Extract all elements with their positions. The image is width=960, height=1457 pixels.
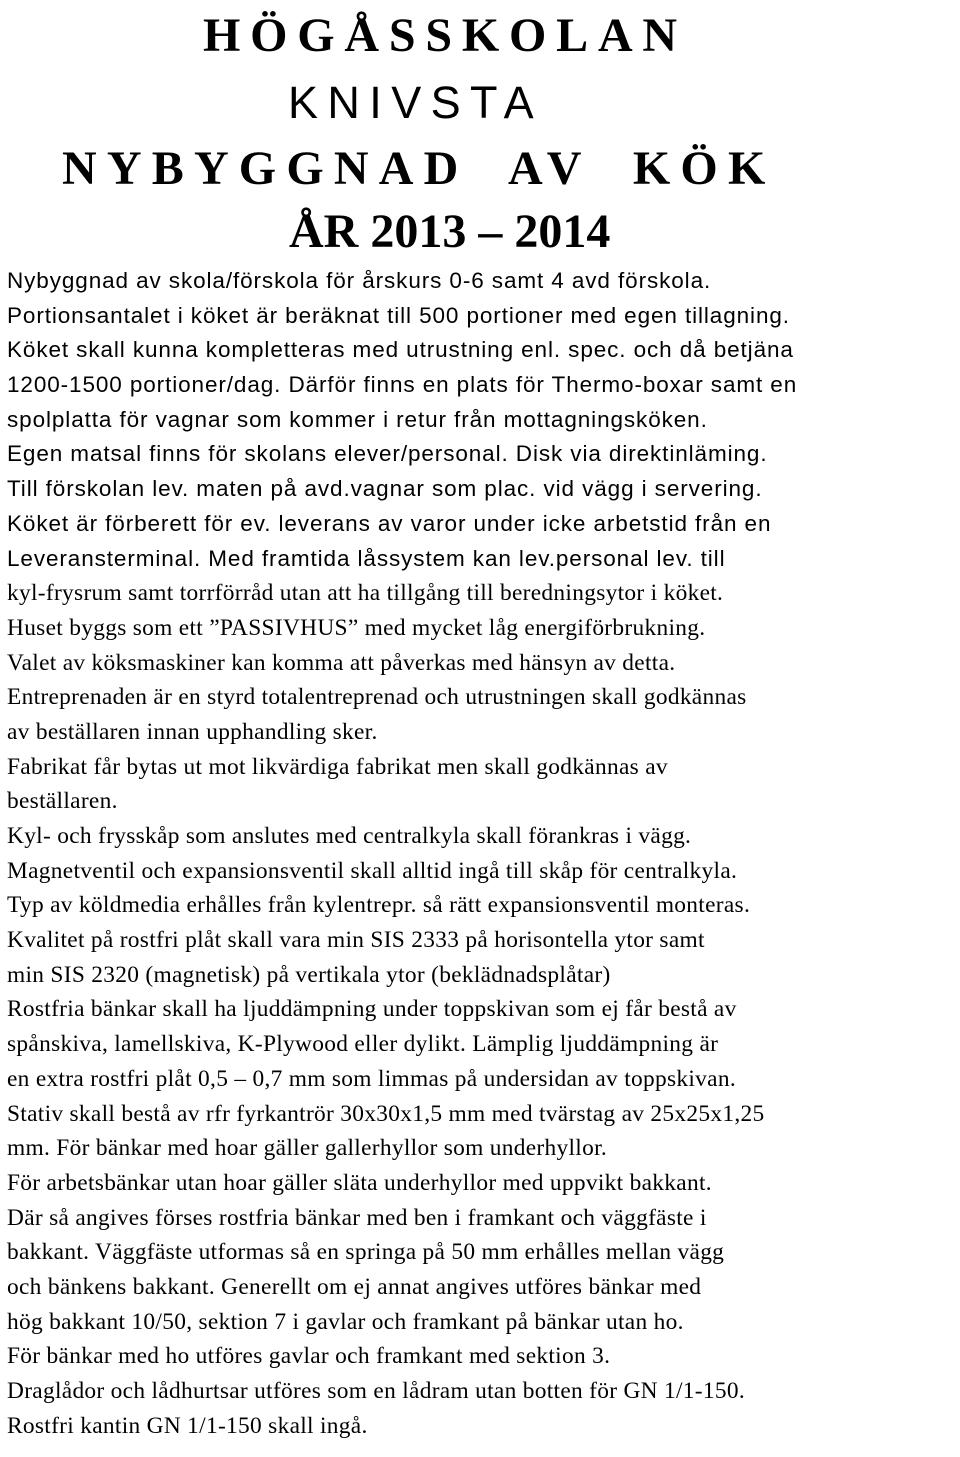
text-line: av beställaren innan upphandling sker. xyxy=(7,718,378,745)
text-line: och bänkens bakkant. Generellt om ej annat angives utföres bänkar med xyxy=(7,1273,702,1300)
text-line: Där så angives förses rostfria bänkar med ben i framkant och väggfäste i xyxy=(7,1204,707,1231)
text-line: Rostfri kantin GN 1/1-150 skall ingå. xyxy=(7,1412,368,1439)
text-line: Köket är förberett för ev. leverans av varor under icke arbetstid från en xyxy=(7,510,772,536)
text-line: Kvalitet på rostfri plåt skall vara min SIS 2333 på horisontella ytor samt xyxy=(7,927,705,954)
title-location: KNIVSTA xyxy=(288,77,544,128)
body-text xyxy=(7,264,952,1443)
title-school-name: HÖGÅSSKOLAN xyxy=(203,9,687,62)
text-line: Rostfria bänkar skall ha ljuddämpning under toppskivan som ej får bestå av xyxy=(7,996,737,1023)
text-line: Egen matsal finns för skolans elever/personal. Disk via direktinläming. xyxy=(7,441,768,467)
text-line: Stativ skall bestå av rfr fyrkantrör 30x30x1,5 mm med tvärstag av 25x25x1,25 xyxy=(7,1100,765,1127)
text-line: Köket skall kunna kompletteras med utrustning enl. spec. och då betjäna xyxy=(7,337,794,363)
text-line: För arbetsbänkar utan hoar gäller släta underhyllor med uppvikt bakkant. xyxy=(7,1169,712,1196)
text-line: Draglådor och lådhurtsar utföres som en lådram utan botten för GN 1/1-150. xyxy=(7,1378,746,1404)
text-line: Portionsantalet i köket är beräknat till 500 portioner med egen tillagning. xyxy=(7,302,790,328)
title-project: NYBYGGNAD AV KÖK xyxy=(62,142,776,195)
text-line: kyl-frysrum samt torrförråd utan att ha tillgång till beredningsytor i köket. xyxy=(7,580,724,607)
text-line: min SIS 2320 (magnetisk) på vertikala ytor (beklädnadsplåtar) xyxy=(7,961,611,988)
text-line: Entreprenaden är en styrd totalentreprenad och utrustningen skall godkännas xyxy=(7,684,747,711)
text-line: spånskiva, lamellskiva, K-Plywood eller dylikt. Lämplig ljuddämpning är xyxy=(7,1031,719,1058)
text-line: en extra rostfri plåt 0,5 – 0,7 mm som limmas på undersidan av toppskivan. xyxy=(7,1065,736,1092)
text-line: För bänkar med ho utföres gavlar och framkant med sektion 3. xyxy=(7,1343,611,1370)
text-line: Till förskolan lev. maten på avd.vagnar som plac. vid vägg i servering. xyxy=(7,476,763,502)
text-line: beställaren. xyxy=(7,788,118,815)
text-line: Magnetventil och expansionsventil skall alltid ingå till skåp för centralkyla. xyxy=(7,857,738,884)
text-line: Leveransterminal. Med framtida låssystem kan lev.personal lev. till xyxy=(7,545,726,571)
text-line: Fabrikat får bytas ut mot likvärdiga fabrikat men skall godkännas av xyxy=(7,753,668,780)
text-line: spolplatta för vagnar som kommer i retur från mottagningsköken. xyxy=(7,406,708,432)
text-line: Kyl- och frysskåp som anslutes med centralkyla skall förankras i vägg. xyxy=(7,823,692,849)
text-line: mm. För bänkar med hoar gäller gallerhyllor som underhyllor. xyxy=(7,1135,608,1162)
text-line: Valet av köksmaskiner kan komma att påverkas med hänsyn av detta. xyxy=(7,649,676,676)
text-line: hög bakkant 10/50, sektion 7 i gavlar och framkant på bänkar utan ho. xyxy=(7,1308,684,1335)
text-line: 1200-1500 portioner/dag. Därför finns en plats för Thermo-boxar samt en xyxy=(7,372,798,398)
text-line: Huset byggs som ett ”PASSIVHUS” med mycket låg energiförbrukning. xyxy=(7,614,706,641)
text-line: bakkant. Väggfäste utformas så en springa på 50 mm erhålles mellan vägg xyxy=(7,1239,725,1266)
text-line: Nybyggnad av skola/förskola för årskurs 0-6 samt 4 avd förskola. xyxy=(7,268,712,293)
title-years: ÅR 2013 – 2014 xyxy=(289,205,611,258)
text-line: Typ av köldmedia erhålles från kylentrepr. så rätt expansionsventil monteras. xyxy=(7,892,751,919)
